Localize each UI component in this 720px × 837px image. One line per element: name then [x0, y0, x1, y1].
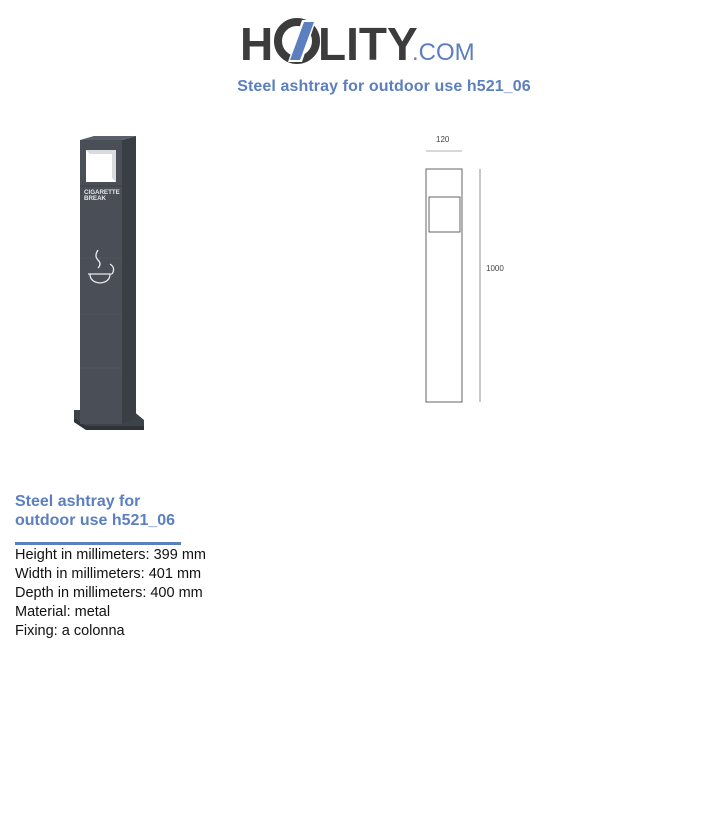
spec-depth: Depth in millimeters: 400 mm	[15, 585, 203, 601]
logo-o-icon	[278, 20, 316, 62]
drawing-height-label: 1000	[486, 264, 504, 273]
page-title: Steel ashtray for outdoor use h521_06	[237, 78, 531, 95]
spec-width: Width in millimeters: 401 mm	[15, 566, 202, 582]
product-heading-line2: outdoor use h521_06	[15, 512, 176, 529]
logo-letter-h: H	[240, 18, 274, 68]
photo-label-line2: BREAK	[84, 195, 107, 202]
photo-label-line1: CIGARETTE	[84, 189, 120, 196]
spec-height: Height in millimeters: 399 mm	[15, 547, 206, 563]
technical-drawing	[418, 130, 528, 410]
spec-list	[15, 546, 206, 641]
product-heading-line1: Steel ashtray for	[15, 493, 141, 510]
product-heading	[15, 492, 215, 530]
logo-domain-suffix: .COM	[412, 39, 475, 66]
spec-fixing: Fixing: a colonna	[15, 623, 125, 639]
holity-logo[interactable]	[240, 12, 485, 68]
drawing-width-label: 120	[436, 135, 450, 144]
heading-divider	[15, 542, 181, 545]
spec-material: Material: metal	[15, 604, 111, 620]
logo-letters-lity: LITY	[318, 18, 418, 68]
product-photo	[60, 128, 160, 438]
